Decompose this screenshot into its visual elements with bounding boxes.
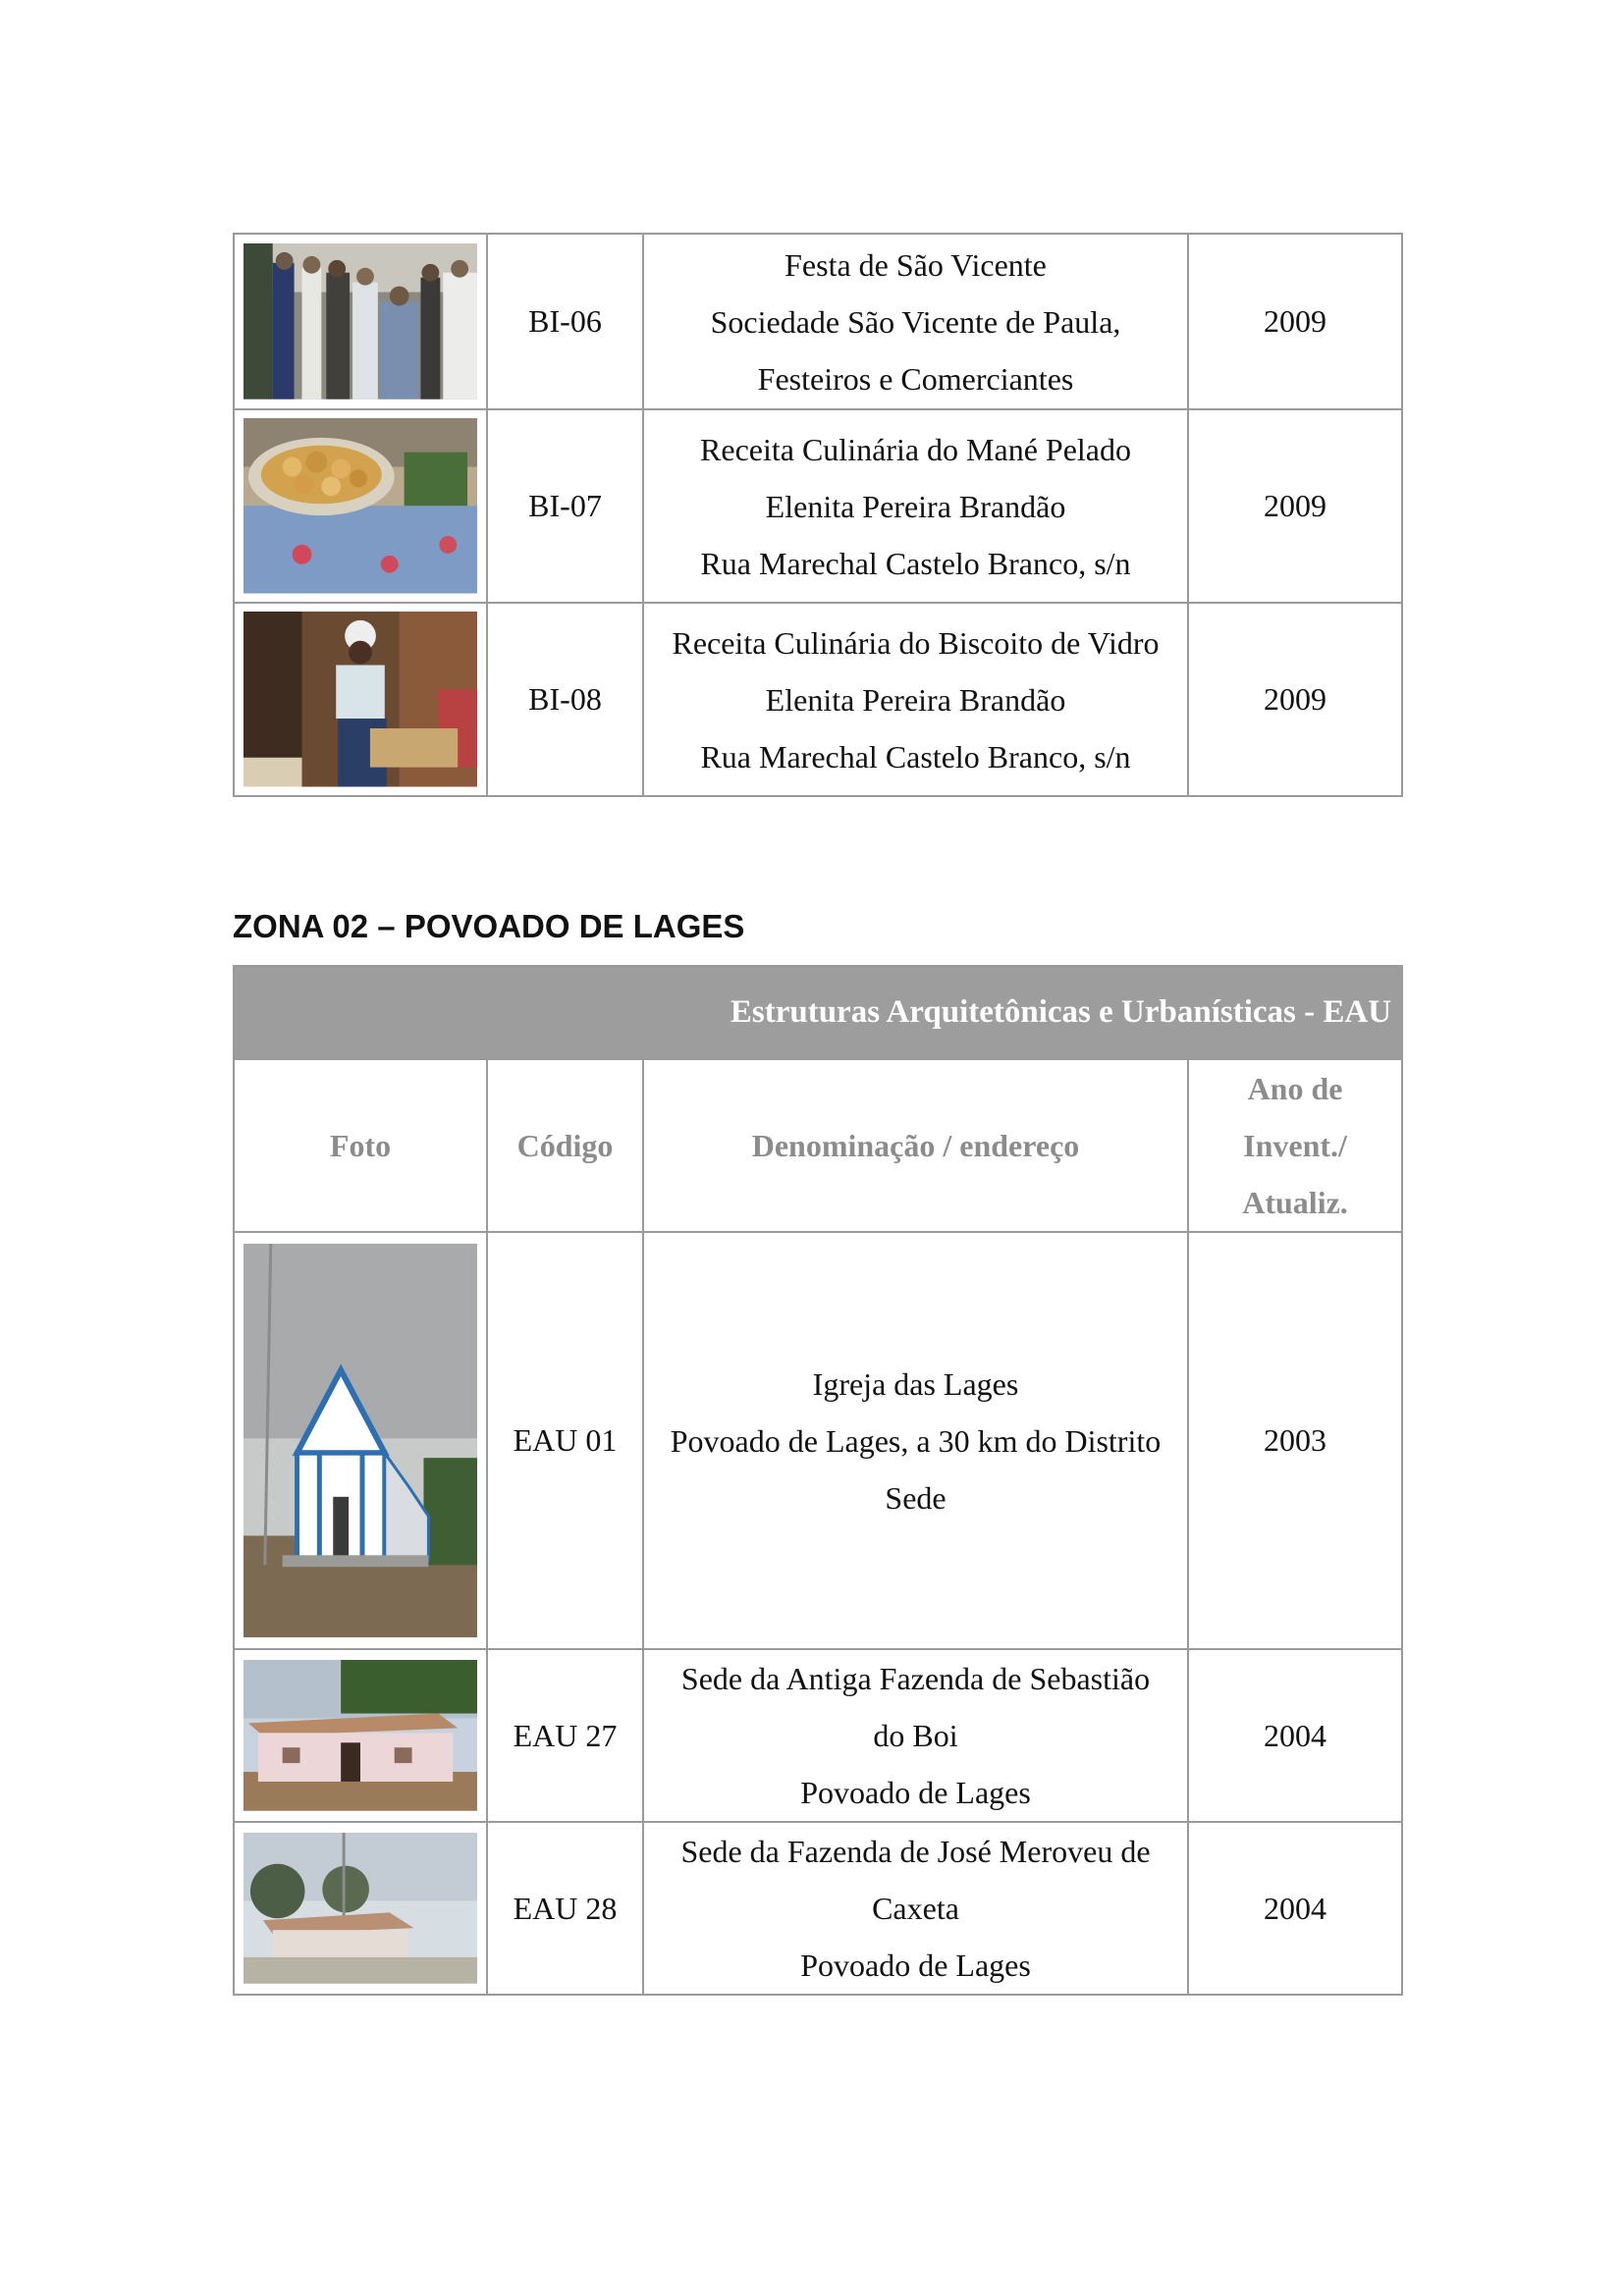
header-codigo: Código [487, 1059, 643, 1232]
codigo: EAU 01 [513, 1422, 618, 1458]
denominacao-cell [643, 1232, 1188, 1649]
denominacao-line: do Boi [873, 1718, 958, 1753]
denominacao-line: Caxeta [872, 1891, 959, 1926]
codigo: BI-08 [528, 681, 602, 717]
table-row [234, 409, 1402, 603]
codigo: BI-06 [528, 303, 602, 339]
ano-cell [1188, 603, 1402, 796]
eau-band-title: Estruturas Arquitetônicas e Urbanísticas - EAU [234, 966, 1402, 1059]
codigo-cell [487, 1649, 643, 1822]
denominacao-cell [643, 1822, 1188, 1995]
festa-photo [243, 243, 477, 400]
codigo: EAU 27 [513, 1717, 618, 1753]
band-row [234, 966, 1402, 1059]
denominacao-line: Sede da Fazenda de José Meroveu de [680, 1834, 1151, 1869]
ano-cell [1188, 409, 1402, 603]
cook-photo [243, 612, 477, 787]
header-ano [1188, 1059, 1402, 1232]
codigo: BI-07 [528, 488, 602, 523]
header-ano-line: Invent./ [1243, 1128, 1347, 1163]
denominacao-cell [643, 234, 1188, 409]
header-denominacao: Denominação / endereço [643, 1059, 1188, 1232]
ano: 2009 [1264, 681, 1326, 717]
table-row [234, 603, 1402, 796]
denominacao-line: Receita Culinária do Biscoito de Vidro [672, 624, 1160, 661]
ano: 2009 [1264, 488, 1326, 523]
denominacao-line: Festa de São Vicente [784, 246, 1047, 283]
eau-table [233, 965, 1403, 1996]
codigo-cell [487, 234, 643, 409]
denominacao-line: Sede da Antiga Fazenda de Sebastião [680, 1661, 1151, 1696]
photo-cell [234, 1822, 487, 1995]
ano: 2009 [1264, 303, 1326, 339]
farmhouse-photo [243, 1660, 477, 1811]
denominacao-line: Sociedade São Vicente de Paula, [710, 303, 1121, 340]
header-ano-line: Ano de [1247, 1071, 1343, 1106]
denominacao-line: Sede [885, 1479, 947, 1516]
header-foto: Foto [234, 1059, 487, 1232]
header-ano-line: Atualiz. [1242, 1185, 1348, 1220]
denominacao-line: Festeiros e Comerciantes [757, 360, 1074, 397]
denominacao-line: Rua Marechal Castelo Branco, s/n [700, 738, 1131, 774]
photo-cell [234, 603, 487, 796]
codigo-cell [487, 1822, 643, 1995]
denominacao-line: Povoado de Lages [800, 1948, 1031, 1983]
section-heading: ZONA 02 – POVOADO DE LAGES [233, 908, 745, 944]
denominacao-line: Povoado de Lages, a 30 km do Distrito [670, 1422, 1162, 1459]
table-row [234, 234, 1402, 409]
denominacao-line: Elenita Pereira Brandão [765, 681, 1066, 718]
denominacao-cell [643, 409, 1188, 603]
codigo-cell [487, 409, 643, 603]
ano-cell [1188, 234, 1402, 409]
bens-imateriais-table [233, 233, 1403, 797]
denominacao-line: Povoado de Lages [800, 1775, 1031, 1810]
codigo-cell [487, 603, 643, 796]
denominacao-line: Rua Marechal Castelo Branco, s/n [700, 545, 1131, 581]
codigo-cell [487, 1232, 643, 1649]
ano-cell [1188, 1822, 1402, 1995]
header-row [234, 1059, 1402, 1232]
denominacao-cell [643, 603, 1188, 796]
farmhouse2-photo [243, 1833, 477, 1984]
table-row [234, 1232, 1402, 1649]
photo-cell [234, 409, 487, 603]
ano: 2004 [1264, 1890, 1327, 1926]
codigo: EAU 28 [513, 1890, 618, 1926]
denominacao-line: Igreja das Lages [812, 1365, 1019, 1402]
ano: 2004 [1264, 1717, 1327, 1753]
church-photo [243, 1244, 477, 1638]
denominacao-line: Elenita Pereira Brandão [765, 488, 1066, 524]
table-row [234, 1649, 1402, 1822]
photo-cell [234, 1649, 487, 1822]
photo-cell [234, 1232, 487, 1649]
denominacao-line: Receita Culinária do Mané Pelado [700, 431, 1131, 467]
ano-cell [1188, 1649, 1402, 1822]
food-photo [243, 418, 477, 594]
photo-cell [234, 234, 487, 409]
ano: 2003 [1264, 1422, 1327, 1458]
ano-cell [1188, 1232, 1402, 1649]
denominacao-cell [643, 1649, 1188, 1822]
table-row [234, 1822, 1402, 1995]
